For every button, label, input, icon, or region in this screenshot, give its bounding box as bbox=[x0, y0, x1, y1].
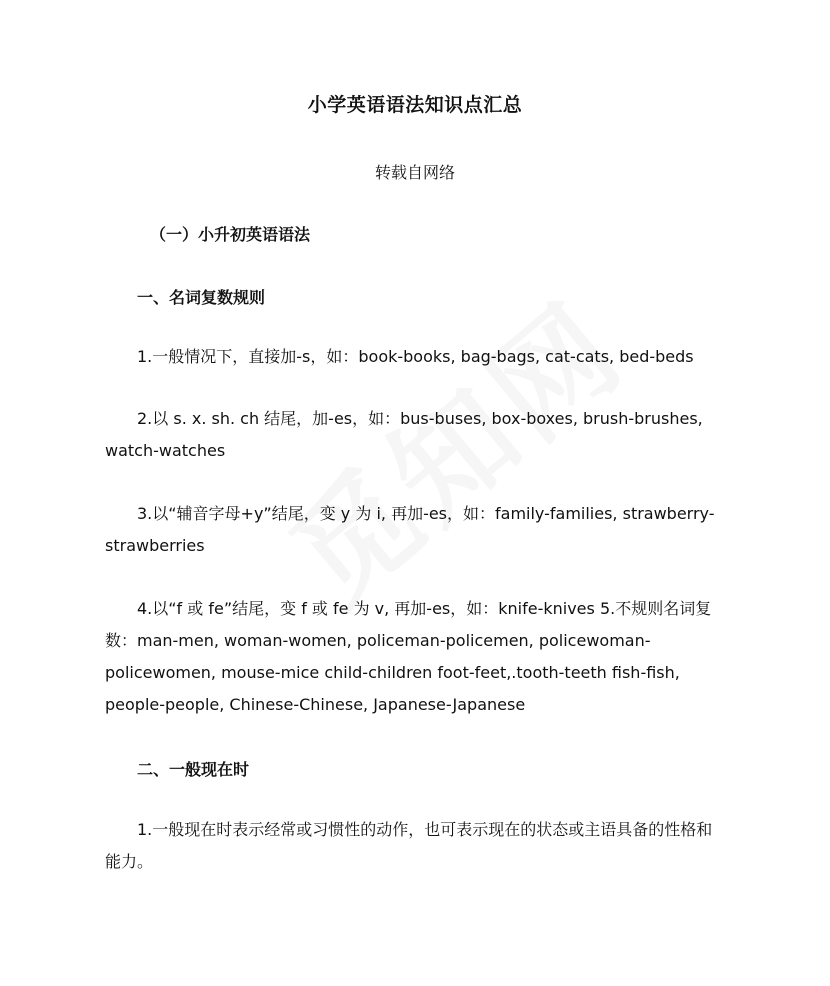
paragraph-rule-1: 1.一般情况下，直接加-s，如：book-books, bag-bags, cat-cats, bed-beds bbox=[137, 347, 694, 366]
paragraph-rule-2: 2.以 s. x. sh. ch 结尾，加-es，如：bus-buses, box-boxes, brush-brushes, watch-watches bbox=[105, 409, 703, 460]
paragraph-rule-3: 3.以“辅音字母+y”结尾，变 y 为 i, 再加-es，如：family-families, strawberry-strawberries bbox=[105, 504, 715, 555]
paragraph-present-simple-1: 1.一般现在时表示经常或习惯性的动作，也可表示现在的状态或主语具备的性格和能力。 bbox=[105, 820, 713, 871]
document-subtitle: 转载自网络 bbox=[374, 163, 455, 182]
heading-present-simple: 二、一般现在时 bbox=[137, 760, 250, 779]
heading-noun-plural: 一、名词复数规则 bbox=[137, 288, 266, 307]
section-heading-main: （一）小升初英语语法 bbox=[150, 225, 311, 244]
paragraph-rule-4: 4.以“f 或 fe”结尾，变 f 或 fe 为 v, 再加-es，如：knife-knives 5.不规则名词复数：man-men, woman-women, policeman-policemen, policewoman-policewomen, mouse-mice child-children foot-feet,.tooth-teeth fish-fish, people-people, Chinese-Chinese, Japanese-Japanese bbox=[105, 599, 712, 714]
document-title: 小学英语语法知识点汇总 bbox=[307, 94, 523, 116]
